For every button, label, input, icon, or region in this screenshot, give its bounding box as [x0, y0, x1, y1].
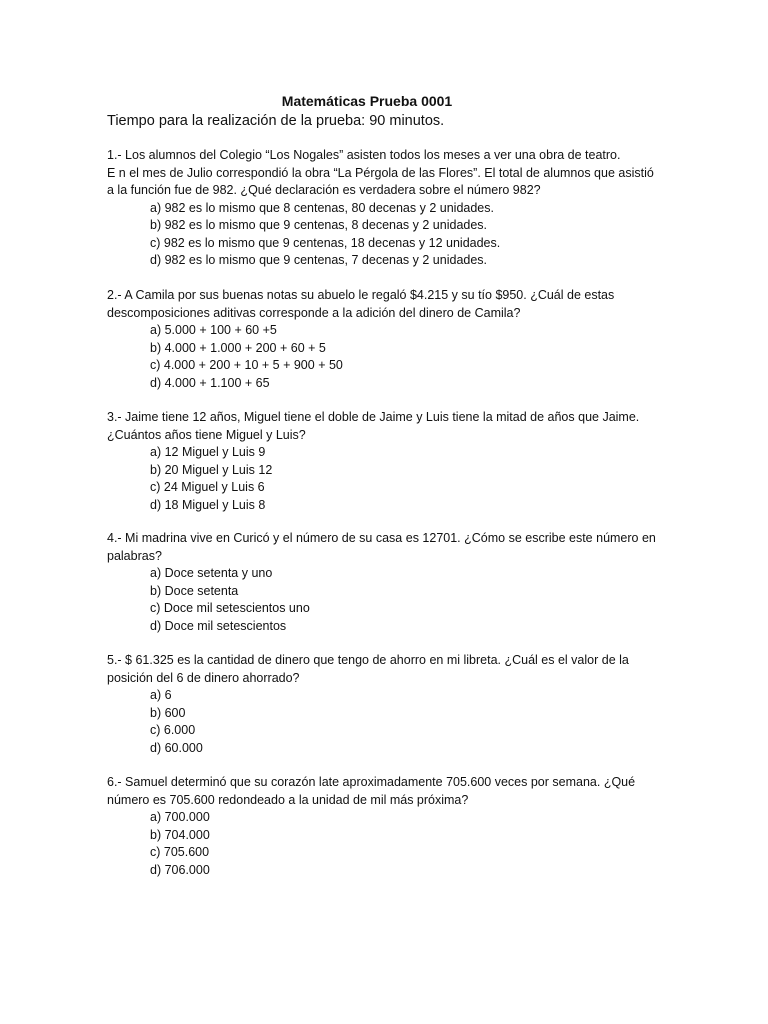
option-a: a) 5.000 + 100 + 60 +5 — [150, 323, 277, 337]
question-6-options — [107, 809, 667, 879]
option-d: d) 706.000 — [150, 862, 210, 877]
option-d: d) Doce mil setescientos — [150, 618, 287, 633]
question-1 — [107, 147, 667, 270]
question-line: ¿Cuántos años tiene Miguel y Luis? — [107, 427, 306, 442]
page-title: Matemáticas Prueba 0001 — [281, 93, 453, 109]
question-3-text — [107, 409, 667, 444]
question-4-text — [107, 530, 667, 565]
question-3-options — [107, 444, 667, 514]
option-b: b) 20 Miguel y Luis 12 — [150, 462, 273, 477]
question-1-options — [107, 200, 667, 270]
question-line: a la función fue de 982. ¿Qué declaración es verdadera sobre el número 982? — [107, 183, 541, 197]
option-b: b) 600 — [150, 705, 186, 720]
question-line: 1.- Los alumnos del Colegio “Los Nogales” asisten todos los meses a ver una obra de teatro. — [107, 148, 621, 162]
question-6 — [107, 774, 667, 879]
option-d: d) 4.000 + 1.100 + 65 — [150, 375, 270, 390]
question-3 — [107, 409, 667, 514]
question-line: posición del 6 de dinero ahorrado? — [107, 670, 300, 685]
question-5-options — [107, 687, 667, 757]
option-c: c) 705.600 — [150, 845, 210, 859]
question-line: 6.- Samuel determinó que su corazón late aproximadamente 705.600 veces por semana. ¿Qué — [107, 775, 636, 789]
option-b: b) 4.000 + 1.000 + 200 + 60 + 5 — [150, 340, 326, 355]
question-line: 5.- $ 61.325 es la cantidad de dinero que tengo de ahorro en mi libreta. ¿Cuál es el valor de la — [107, 653, 629, 667]
question-4-options — [107, 565, 667, 635]
question-4 — [107, 530, 667, 635]
question-line: 2.- A Camila por sus buenas notas su abuelo le regaló $4.215 y su tío $950. ¿Cuál de estas — [107, 288, 615, 302]
option-c: c) 982 es lo mismo que 9 centenas, 18 decenas y 12 unidades. — [150, 235, 501, 250]
question-2 — [107, 287, 667, 392]
question-line: palabras? — [107, 548, 162, 563]
option-d: d) 60.000 — [150, 740, 203, 755]
time-limit-text: Tiempo para la realización de la prueba: 90 minutos. — [107, 113, 445, 129]
question-2-options — [107, 322, 667, 392]
option-c: c) 4.000 + 200 + 10 + 5 + 900 + 50 — [150, 358, 343, 372]
option-c: c) Doce mil setescientos uno — [150, 601, 310, 615]
question-line: 3.- Jaime tiene 12 años, Miguel tiene el doble de Jaime y Luis tiene la mitad de años que Jaime. — [107, 410, 640, 424]
option-a: a) 12 Miguel y Luis 9 — [150, 445, 266, 459]
option-a: a) 982 es lo mismo que 8 centenas, 80 decenas y 2 unidades. — [150, 200, 494, 215]
question-6-text — [107, 774, 667, 809]
option-b: b) 704.000 — [150, 827, 210, 842]
option-d: d) 18 Miguel y Luis 8 — [150, 497, 266, 512]
option-a: a) Doce setenta y uno — [150, 566, 273, 580]
question-line: 4.- Mi madrina vive en Curicó y el número de su casa es 12701. ¿Cómo se escribe este número en — [107, 531, 656, 545]
question-5-text — [107, 652, 667, 687]
option-c: c) 24 Miguel y Luis 6 — [150, 480, 265, 494]
question-5 — [107, 652, 667, 757]
question-line: E n el mes de Julio correspondió la obra “La Pérgola de las Flores”. El total de alumnos que asistió — [107, 165, 654, 180]
question-2-text — [107, 287, 667, 322]
option-b: b) 982 es lo mismo que 9 centenas, 8 decenas y 2 unidades. — [150, 218, 488, 232]
option-d: d) 982 es lo mismo que 9 centenas, 7 decenas y 2 unidades. — [150, 253, 488, 267]
option-b: b) Doce setenta — [150, 583, 239, 598]
option-a: a) 6 — [150, 688, 172, 702]
question-1-text — [107, 147, 667, 200]
question-line: descomposiciones aditivas corresponde a la adición del dinero de Camila? — [107, 305, 521, 320]
question-line: número es 705.600 redondeado a la unidad de mil más próxima? — [107, 792, 469, 807]
option-a: a) 700.000 — [150, 810, 210, 824]
option-c: c) 6.000 — [150, 723, 196, 737]
